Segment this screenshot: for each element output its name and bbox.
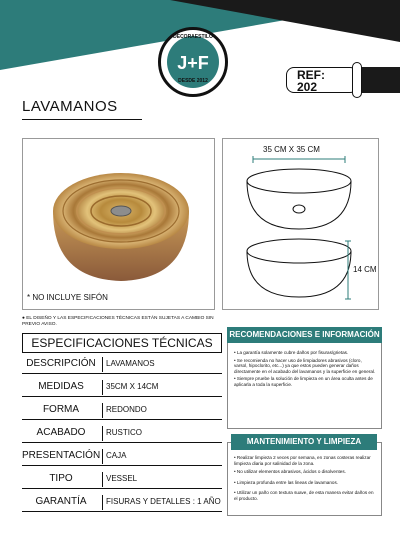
- spec-row: [22, 377, 222, 397]
- spec-divider: [102, 495, 103, 510]
- logo-arc-top: DECORAESTILO: [173, 34, 213, 40]
- recommendations-list: [234, 350, 376, 388]
- ref-tag-notch: [352, 62, 362, 98]
- brand-logo: [158, 27, 228, 97]
- product-photo-frame: [22, 138, 215, 310]
- spec-row: [22, 446, 222, 466]
- spec-value: RUSTICO: [106, 428, 142, 437]
- spec-value: 35CM X 14CM: [106, 382, 159, 391]
- spec-row-line: [22, 442, 222, 443]
- spec-row: [22, 469, 222, 489]
- title-underline: [22, 119, 142, 120]
- recommendation-item: • La garantía solamente cubre daños por fisuras/grietas.: [234, 350, 376, 356]
- maintenance-title: MANTENIMIENTO Y LIMPIEZA: [231, 434, 377, 450]
- spec-row: [22, 400, 222, 420]
- ref-tag-band: [358, 67, 400, 93]
- spec-row-line: [22, 465, 222, 466]
- ref-number: 202: [297, 80, 318, 94]
- spec-label: ACABADO: [36, 427, 86, 438]
- ref-tag: [286, 67, 358, 93]
- spec-divider: [102, 449, 103, 464]
- specs-title: ESPECIFICACIONES TÉCNICAS: [22, 333, 222, 353]
- maintenance-box: [227, 442, 382, 516]
- width-dimension-label: 35 CM X 35 CM: [263, 145, 320, 154]
- spec-row-line: [22, 373, 222, 374]
- sink-drawing: [223, 139, 378, 309]
- spec-label: GARANTÍA: [35, 496, 87, 507]
- siphon-note: * NO INCLUYE SIFÓN: [27, 293, 108, 302]
- spec-value: FISURAS Y DETALLES : 1 AÑO: [106, 497, 221, 506]
- spec-label: MEDIDAS: [38, 381, 84, 392]
- spec-value: VESSEL: [106, 474, 138, 483]
- height-dimension-label: 14 CM: [353, 265, 377, 274]
- spec-value: CAJA: [106, 451, 127, 460]
- disclaimer-bullet-icon: ●: [22, 316, 27, 321]
- spec-row-line: [22, 511, 222, 512]
- logo-mark: J+F: [177, 53, 209, 73]
- maintenance-list: [234, 455, 376, 502]
- disclaimer-text: EL DISEÑO Y LAS ESPECIFICACIONES TÉCNICAS ESTÁN SUJETAS A CAMBIO SIN PREVIO AVISO.: [22, 316, 214, 327]
- spec-row-line: [22, 396, 222, 397]
- spec-row-line: [22, 419, 222, 420]
- recommendation-item: • Siempre pruebe la solución de limpieza en un área oculta antes de aplicarla a toda la superficie.: [234, 376, 376, 387]
- maintenance-item: • No utilizar elementos abrasivos, ácidos o disolventes.: [234, 469, 376, 475]
- spec-row: [22, 423, 222, 443]
- spec-divider: [102, 357, 103, 372]
- spec-divider: [102, 403, 103, 418]
- spec-label: FORMA: [42, 404, 80, 415]
- spec-row: [22, 354, 222, 374]
- spec-value: REDONDO: [106, 405, 147, 414]
- maintenance-item: • Realizar limpieza 2 veces por semana, en zonas costeras realizar limpieza diaria por salinidad de la zona.: [234, 455, 376, 466]
- spec-label: PRESENTACIÓN: [22, 450, 101, 461]
- technical-drawing-frame: [222, 138, 379, 310]
- recommendations-box: [227, 339, 382, 429]
- spec-label: TIPO: [49, 473, 73, 484]
- ref-label: REF:: [297, 68, 325, 82]
- spec-row-line: [22, 488, 222, 489]
- sink-photo: [23, 139, 214, 309]
- maintenance-item: • Limpieza profunda entre las lineas de lavamanos.: [234, 480, 376, 486]
- spec-value: LAVAMANOS: [106, 359, 155, 368]
- spec-divider: [102, 472, 103, 487]
- spec-label: DESCRIPCIÓN: [26, 358, 96, 369]
- product-title: LAVAMANOS: [22, 98, 118, 115]
- spec-divider: [102, 426, 103, 441]
- maintenance-item: • Utilizar un paño con textura suave, de esta manera evitar daños en el producto.: [234, 490, 376, 501]
- disclaimer-note: [22, 316, 222, 328]
- recommendation-item: • Se recomienda no hacer uso de limpiadores abrasivos (cloro, varsol, hipoclorito, etc...) ya que estos pueden generar daños directamente en el acabado del lavamanos y la superficie en general.: [234, 358, 376, 375]
- logo-arc-bottom: DESDE 2012: [178, 78, 208, 84]
- recommendations-title: RECOMENDACIONES E INFORMACIÓN: [227, 327, 382, 343]
- spec-divider: [102, 380, 103, 395]
- spec-row: [22, 492, 222, 512]
